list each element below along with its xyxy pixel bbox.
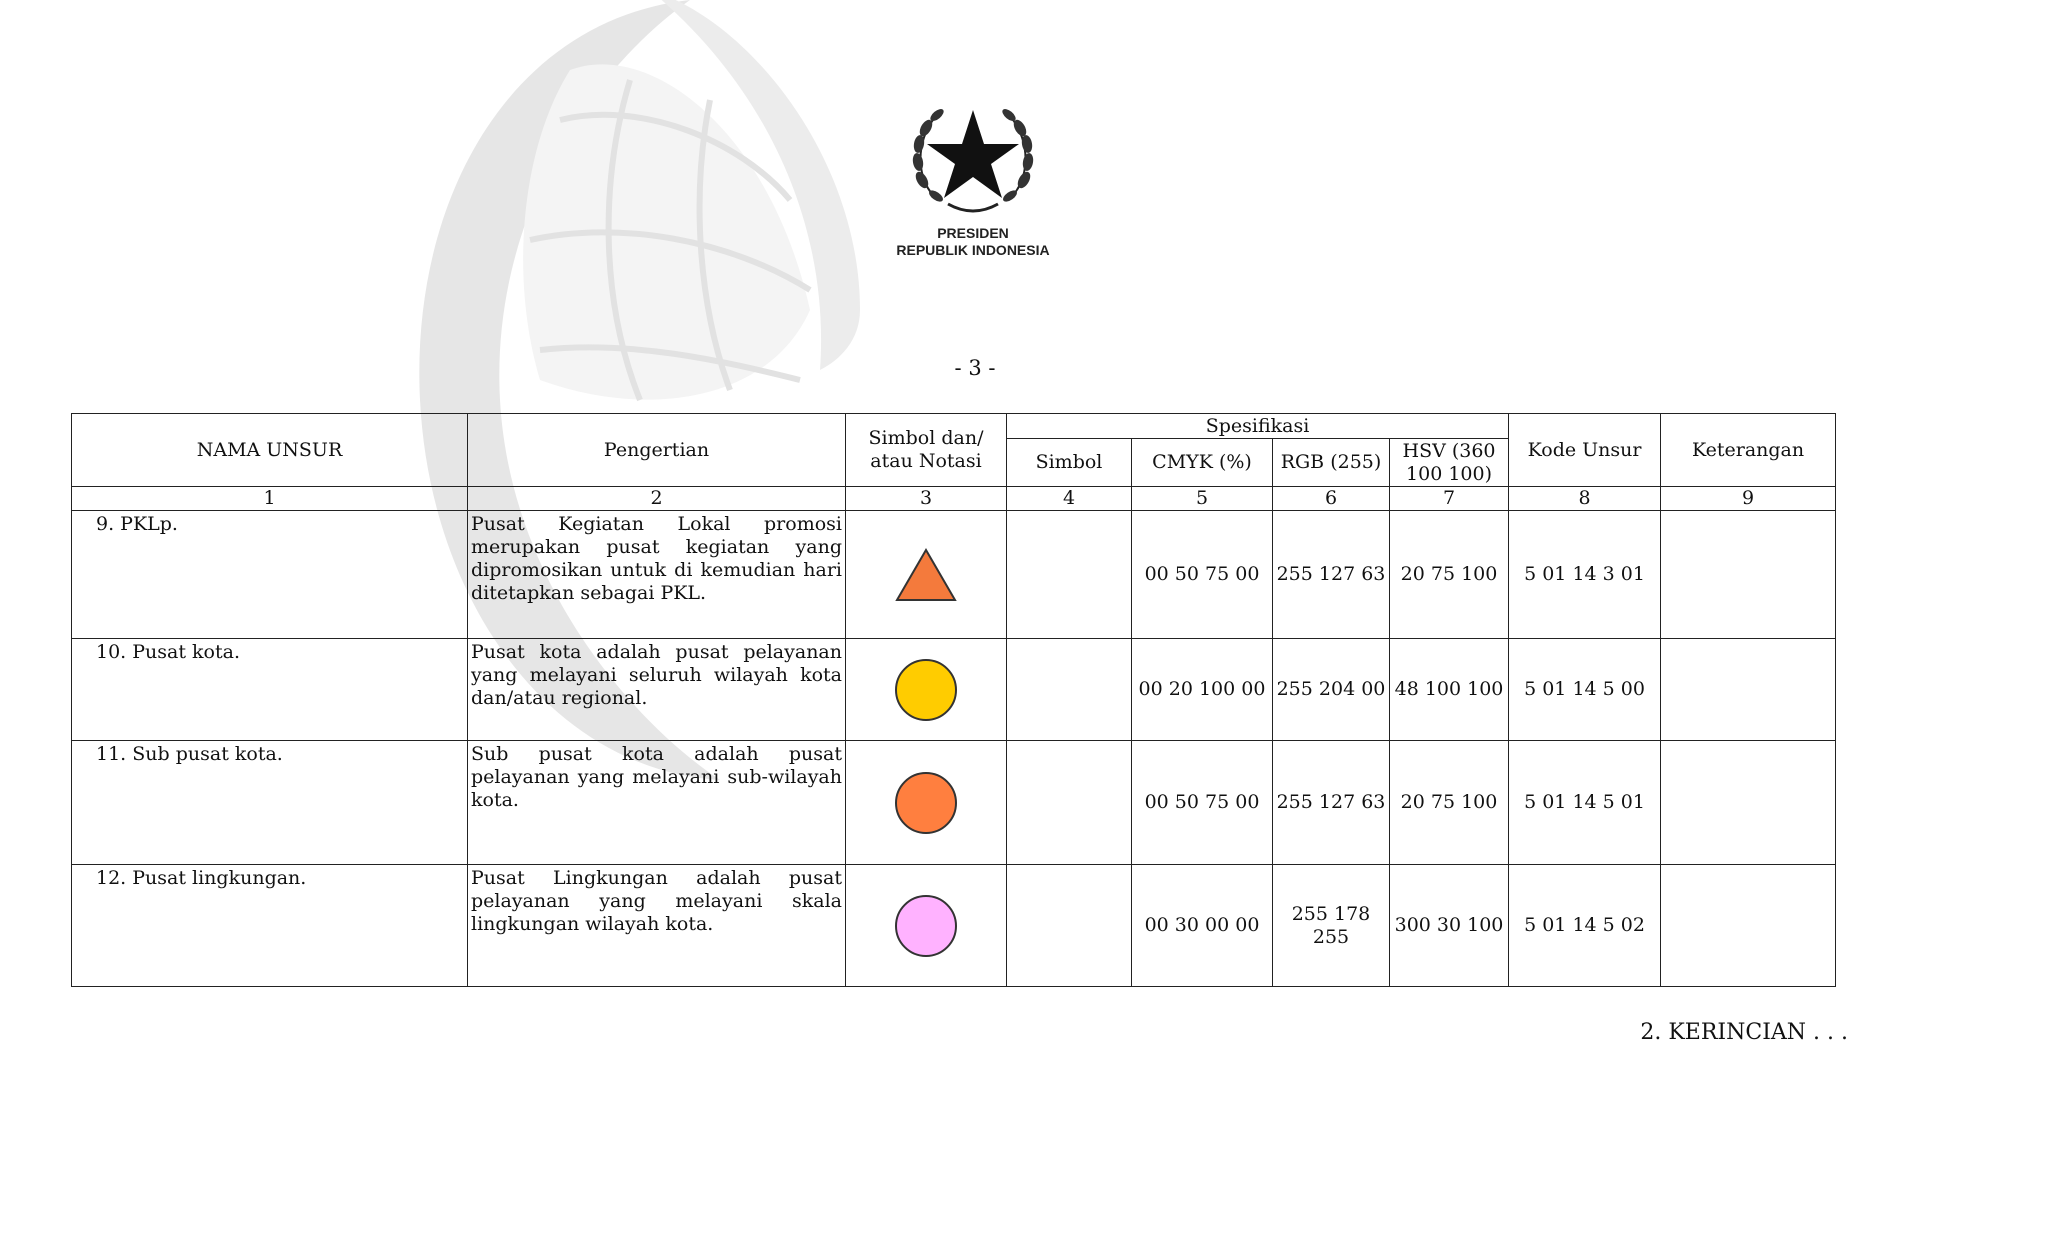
pengertian-cell: Pusat Lingkungan adalah pusat pelayanan yang melayani skala lingkungan wilayah kota. xyxy=(468,865,846,987)
header-spesifikasi: Spesifikasi xyxy=(1007,414,1509,439)
header-simbol-notasi: Simbol dan/ atau Notasi xyxy=(846,414,1007,487)
pengertian-cell: Sub pusat kota adalah pusat pelayanan yang melayani sub-wilayah kota. xyxy=(468,741,846,865)
nama-unsur-cell: 11. Sub pusat kota. xyxy=(72,741,468,865)
circle-symbol-icon xyxy=(893,657,959,723)
emblem-caption xyxy=(860,225,1086,259)
cmyk-cell: 00 20 100 00 xyxy=(1132,639,1273,741)
column-number: 8 xyxy=(1509,487,1661,511)
nama-unsur-cell: 10. Pusat kota. xyxy=(72,639,468,741)
pengertian-cell: Pusat kota adalah pusat pelayanan yang melayani seluruh wilayah kota dan/atau regional. xyxy=(468,639,846,741)
pengertian-cell: Pusat Kegiatan Lokal promosi merupakan pusat kegiatan yang dipromosikan untuk di kemudian hari ditetapkan sebagai PKL. xyxy=(468,511,846,639)
triangle-symbol-icon xyxy=(894,547,958,603)
header-simbol: Simbol xyxy=(1007,439,1132,487)
symbol-cell xyxy=(846,639,1007,741)
symbol-cell xyxy=(846,865,1007,987)
kode-unsur-cell: 5 01 14 5 01 xyxy=(1509,741,1661,865)
header-kode-unsur: Kode Unsur xyxy=(1509,414,1661,487)
simbol-cell xyxy=(1007,511,1132,639)
rgb-cell: 255 204 00 xyxy=(1273,639,1390,741)
column-number: 1 xyxy=(72,487,468,511)
page-number: - 3 - xyxy=(954,356,996,380)
emblem-line-1: PRESIDEN xyxy=(937,225,1009,241)
nama-unsur-cell: 9. PKLp. xyxy=(72,511,468,639)
header-pengertian: Pengertian xyxy=(468,414,846,487)
hsv-cell: 20 75 100 xyxy=(1390,511,1509,639)
rgb-cell: 255 127 63 xyxy=(1273,741,1390,865)
column-number: 6 xyxy=(1273,487,1390,511)
hsv-cell: 20 75 100 xyxy=(1390,741,1509,865)
symbol-cell xyxy=(846,511,1007,639)
simbol-cell xyxy=(1007,639,1132,741)
emblem-line-2: REPUBLIK INDONESIA xyxy=(896,242,1050,258)
cmyk-cell: 00 30 00 00 xyxy=(1132,865,1273,987)
kode-unsur-cell: 5 01 14 3 01 xyxy=(1509,511,1661,639)
column-number: 4 xyxy=(1007,487,1132,511)
table-row xyxy=(72,639,1836,741)
keterangan-cell xyxy=(1661,741,1836,865)
spesifikasi-table xyxy=(71,413,1836,987)
table-row xyxy=(72,865,1836,987)
circle-symbol-icon xyxy=(893,893,959,959)
header-keterangan: Keterangan xyxy=(1661,414,1836,487)
hsv-cell: 48 100 100 xyxy=(1390,639,1509,741)
simbol-cell xyxy=(1007,865,1132,987)
column-number: 5 xyxy=(1132,487,1273,511)
kode-unsur-cell: 5 01 14 5 00 xyxy=(1509,639,1661,741)
simbol-cell xyxy=(1007,741,1132,865)
column-number: 7 xyxy=(1390,487,1509,511)
header-hsv: HSV (360 100 100) xyxy=(1390,439,1509,487)
cmyk-cell: 00 50 75 00 xyxy=(1132,511,1273,639)
column-number: 9 xyxy=(1661,487,1836,511)
keterangan-cell xyxy=(1661,865,1836,987)
rgb-cell: 255 127 63 xyxy=(1273,511,1390,639)
nama-unsur-cell: 12. Pusat lingkungan. xyxy=(72,865,468,987)
header-cmyk: CMYK (%) xyxy=(1132,439,1273,487)
keterangan-cell xyxy=(1661,511,1836,639)
column-number: 3 xyxy=(846,487,1007,511)
table-row xyxy=(72,741,1836,865)
header-nama-unsur: NAMA UNSUR xyxy=(72,414,468,487)
hsv-cell: 300 30 100 xyxy=(1390,865,1509,987)
keterangan-cell xyxy=(1661,639,1836,741)
circle-symbol-icon xyxy=(893,770,959,836)
next-section-label: 2. KERINCIAN . . . xyxy=(1640,1020,1848,1045)
rgb-cell: 255 178 255 xyxy=(1273,865,1390,987)
presidential-emblem-icon xyxy=(908,92,1038,222)
kode-unsur-cell: 5 01 14 5 02 xyxy=(1509,865,1661,987)
table-row xyxy=(72,511,1836,639)
header-rgb: RGB (255) xyxy=(1273,439,1390,487)
cmyk-cell: 00 50 75 00 xyxy=(1132,741,1273,865)
symbol-cell xyxy=(846,741,1007,865)
column-number: 2 xyxy=(468,487,846,511)
